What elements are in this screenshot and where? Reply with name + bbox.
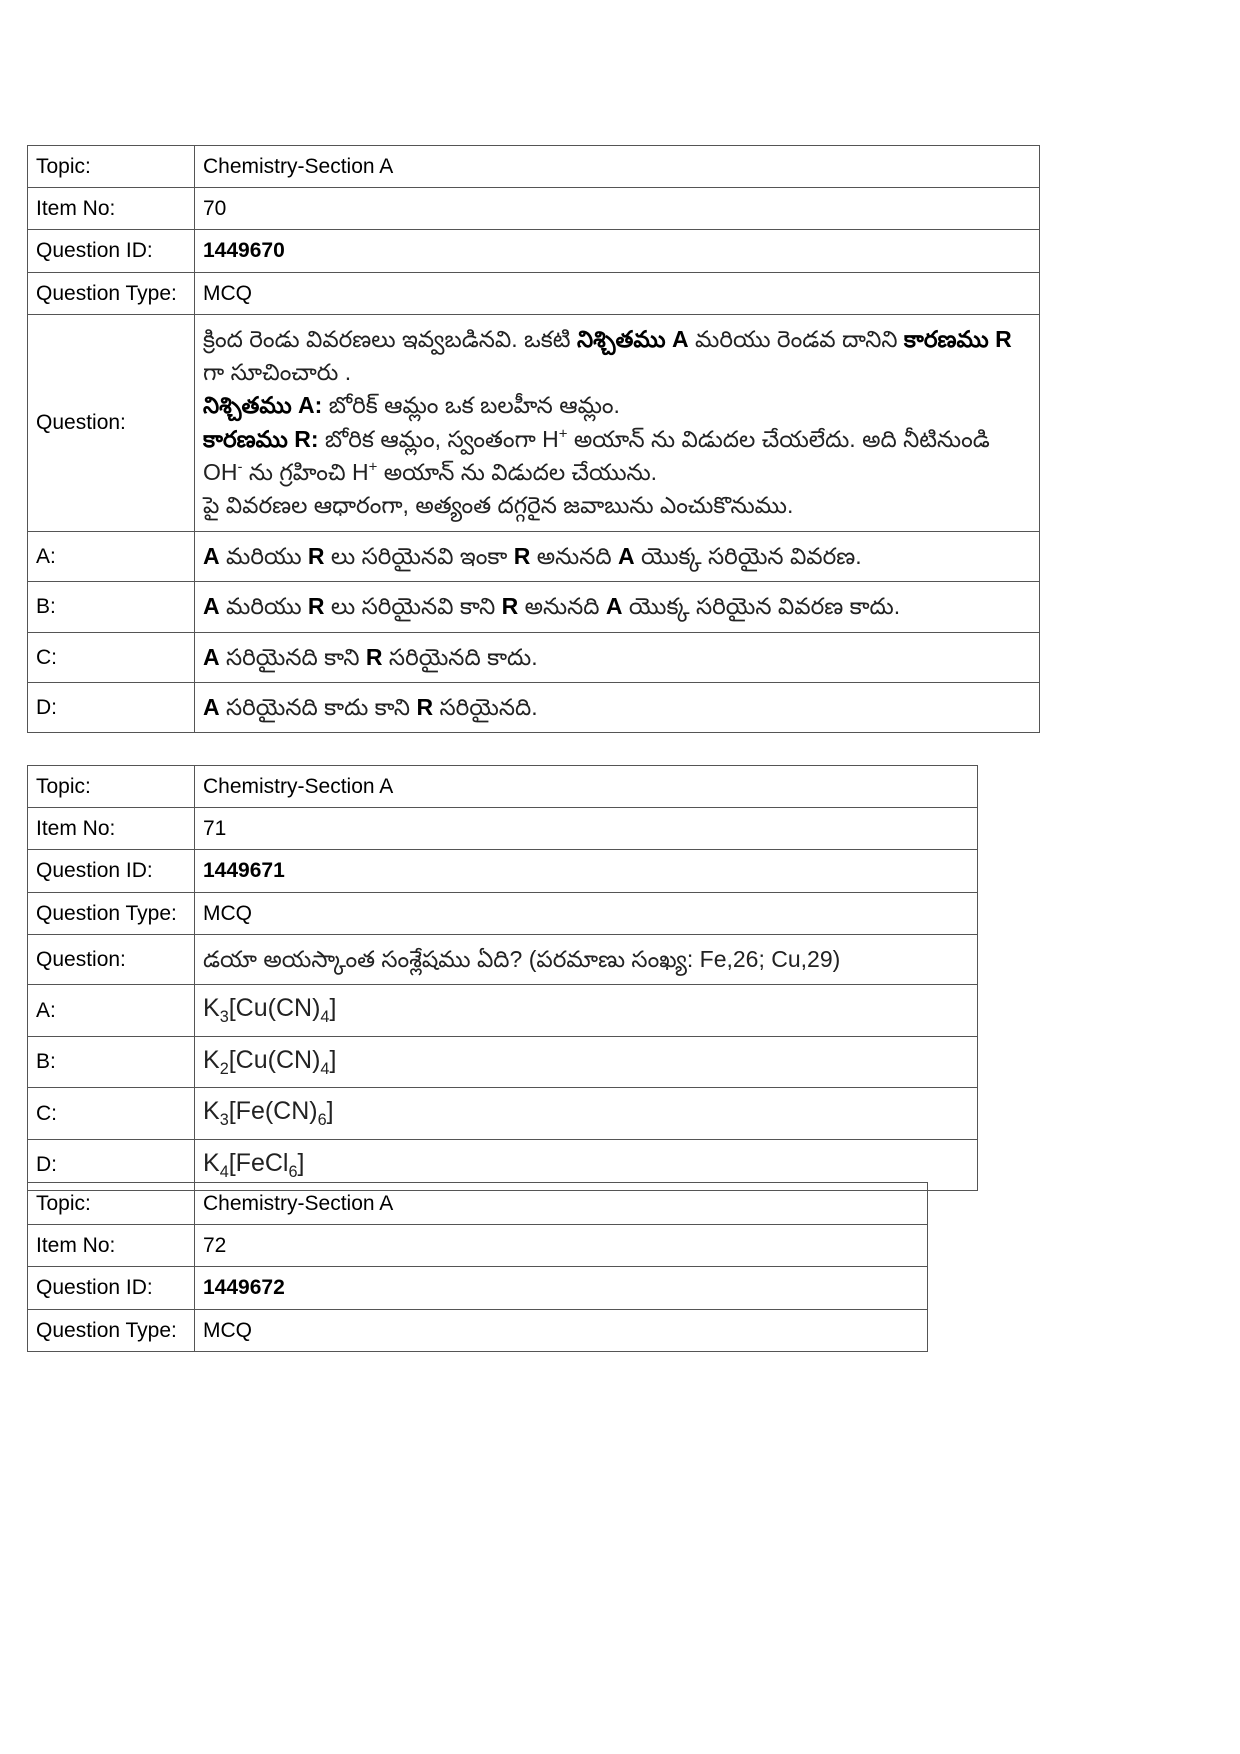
- opt-c-p3: R: [365, 643, 383, 670]
- q-instruction: పై వివరణల ఆధారంగా, అత్యంత దగ్గరైన జవాబును ఎంచుకొనుము.: [203, 492, 794, 519]
- opt-d-p2: సరియైనది కాదు కాని: [219, 693, 417, 720]
- question-id-value: 1449672: [195, 1267, 928, 1309]
- opt-c-p4: సరియైనది కాదు.: [382, 643, 538, 670]
- question-table-70: [27, 145, 1040, 733]
- q-reason-text-1: బోరిక ఆమ్లం, స్వంతంగా H: [318, 425, 559, 452]
- opt-b-p8: యొక్క సరియైన వివరణ కాదు.: [622, 593, 901, 620]
- fd-k: K: [203, 1148, 220, 1177]
- item-no-row: [28, 188, 1040, 230]
- q-text-l1c: మరియు రెండవ దానిని: [688, 325, 904, 352]
- item-no-row: [28, 808, 978, 850]
- fa-mid: [Cu(CN): [228, 994, 321, 1023]
- opt-c-p1: A: [203, 643, 220, 670]
- option-d-label: D:: [28, 1139, 195, 1191]
- item-no-label: Item No:: [28, 188, 195, 230]
- fd-ks: 4: [219, 1162, 229, 1181]
- fa-end: ]: [329, 994, 337, 1023]
- question-row: [28, 934, 978, 984]
- question-type-label: Question Type:: [28, 892, 195, 934]
- question-type-value: MCQ: [195, 892, 978, 934]
- opt-d-p3: R: [416, 693, 434, 720]
- opt-d-p1: A: [203, 693, 220, 720]
- topic-row: [28, 146, 1040, 188]
- item-no-label: Item No:: [28, 1225, 195, 1267]
- opt-a-p5: R: [513, 542, 531, 569]
- q-text-l1a: క్రింద రెండు వివరణలు ఇవ్వబడినవి. ఒకటి: [203, 325, 577, 352]
- q-reason-text-4: అయాన్ ను విడుదల చేయును.: [377, 459, 658, 486]
- topic-value: Chemistry-Section A: [195, 766, 978, 808]
- opt-a-p8: యొక్క సరియైన వివరణ.: [634, 542, 862, 569]
- question-id-row: [28, 1267, 928, 1309]
- opt-b-p1: A: [203, 593, 220, 620]
- option-c-label: C:: [28, 1088, 195, 1140]
- opt-b-p2: మరియు: [219, 593, 308, 620]
- fd-end: ]: [297, 1148, 305, 1177]
- option-d-text: [195, 682, 1040, 732]
- option-c-text: [195, 632, 1040, 682]
- opt-a-p1: A: [203, 542, 220, 569]
- question-label: Question:: [28, 934, 195, 984]
- option-b-label: B:: [28, 1036, 195, 1088]
- question-type-row: [28, 272, 1040, 314]
- question-table-72: [27, 1182, 928, 1352]
- option-b-text: [195, 582, 1040, 632]
- option-b-formula: [195, 1036, 978, 1088]
- item-no-label: Item No:: [28, 808, 195, 850]
- opt-c-p2: సరియైనది కాని: [219, 643, 366, 670]
- question-label: Question:: [28, 314, 195, 531]
- fc-k: K: [203, 1097, 220, 1126]
- question-type-value: MCQ: [195, 1309, 928, 1351]
- q-sup-3: +: [368, 458, 378, 476]
- q-sup-2: -: [237, 458, 243, 476]
- opt-a-p6: అనునది: [530, 542, 618, 569]
- question-id-row: [28, 230, 1040, 272]
- fd-mid: [FeCl: [228, 1148, 289, 1177]
- opt-d-p4: సరియైనది.: [433, 693, 538, 720]
- topic-label: Topic:: [28, 146, 195, 188]
- question-type-label: Question Type:: [28, 272, 195, 314]
- q-reason-text-3: ను గ్రహించి H: [242, 459, 369, 486]
- fc-end: ]: [326, 1097, 334, 1126]
- q-text-l1e: గా సూచించారు .: [203, 359, 352, 386]
- option-a-row: [28, 985, 978, 1037]
- question-text: డయా అయస్కాంత సంశ్లేషము ఏది? (పరమాణు సంఖ్య: Fe,26; Cu,29): [195, 934, 978, 984]
- item-no-value: 72: [195, 1225, 928, 1267]
- fb-ks: 2: [219, 1059, 229, 1078]
- fb-k: K: [203, 1045, 220, 1074]
- question-type-row: [28, 892, 978, 934]
- option-d-label: D:: [28, 682, 195, 732]
- q-assertion-label: నిశ్చితము A:: [203, 392, 323, 419]
- item-no-row: [28, 1225, 928, 1267]
- option-c-row: [28, 1088, 978, 1140]
- option-a-text: [195, 531, 1040, 581]
- question-id-label: Question ID:: [28, 850, 195, 892]
- option-c-label: C:: [28, 632, 195, 682]
- question-type-row: [28, 1309, 928, 1351]
- fc-ms: 6: [317, 1111, 327, 1130]
- fb-mid: [Cu(CN): [228, 1045, 321, 1074]
- topic-value: Chemistry-Section A: [195, 146, 1040, 188]
- q-assertion-text: బోరిక్ ఆమ్లం ఒక బలహీన ఆమ్లం.: [322, 392, 620, 419]
- opt-b-p7: A: [605, 593, 623, 620]
- fb-end: ]: [329, 1045, 337, 1074]
- question-row: [28, 314, 1040, 531]
- opt-b-p4: లు సరియైనవి కాని: [324, 593, 502, 620]
- fb-ms: 4: [320, 1059, 330, 1078]
- q-assertion-term: నిశ్చితము A: [576, 325, 689, 352]
- item-no-value: 70: [195, 188, 1040, 230]
- topic-label: Topic:: [28, 766, 195, 808]
- fa-ks: 3: [219, 1008, 229, 1027]
- item-no-value: 71: [195, 808, 978, 850]
- opt-b-p5: R: [501, 593, 519, 620]
- topic-label: Topic:: [28, 1183, 195, 1225]
- question-id-value: 1449670: [195, 230, 1040, 272]
- question-id-row: [28, 850, 978, 892]
- q-sup-1: +: [558, 425, 568, 443]
- fd-ms: 6: [288, 1162, 298, 1181]
- opt-b-p6: అనునది: [518, 593, 606, 620]
- question-table-71: [27, 765, 978, 1191]
- q-reason-label: కారణము R:: [203, 425, 319, 452]
- fa-k: K: [203, 994, 220, 1023]
- opt-a-p4: లు సరియైనవి ఇంకా: [324, 542, 514, 569]
- question-type-value: MCQ: [195, 272, 1040, 314]
- q-reason-text-2: అయాన్ ను విడుదల చేయలేదు. అది నీటినుండి OH: [203, 425, 990, 486]
- option-d-row: [28, 682, 1040, 732]
- fa-ms: 4: [320, 1008, 330, 1027]
- opt-a-p2: మరియు: [219, 542, 308, 569]
- question-id-label: Question ID:: [28, 1267, 195, 1309]
- opt-a-p7: A: [617, 542, 635, 569]
- option-b-label: B:: [28, 582, 195, 632]
- question-id-label: Question ID:: [28, 230, 195, 272]
- option-a-label: A:: [28, 985, 195, 1037]
- question-text: [195, 314, 1040, 531]
- topic-row: [28, 766, 978, 808]
- option-c-row: [28, 632, 1040, 682]
- option-a-formula: [195, 985, 978, 1037]
- opt-a-p3: R: [307, 542, 325, 569]
- topic-value: Chemistry-Section A: [195, 1183, 928, 1225]
- question-id-value: 1449671: [195, 850, 978, 892]
- fc-mid: [Fe(CN): [228, 1097, 318, 1126]
- q-reason-term: కారణము R: [903, 325, 1012, 352]
- fc-ks: 3: [219, 1111, 229, 1130]
- option-a-label: A:: [28, 531, 195, 581]
- topic-row: [28, 1183, 928, 1225]
- option-b-row: [28, 1036, 978, 1088]
- option-b-row: [28, 582, 1040, 632]
- option-a-row: [28, 531, 1040, 581]
- opt-b-p3: R: [307, 593, 325, 620]
- question-type-label: Question Type:: [28, 1309, 195, 1351]
- option-c-formula: [195, 1088, 978, 1140]
